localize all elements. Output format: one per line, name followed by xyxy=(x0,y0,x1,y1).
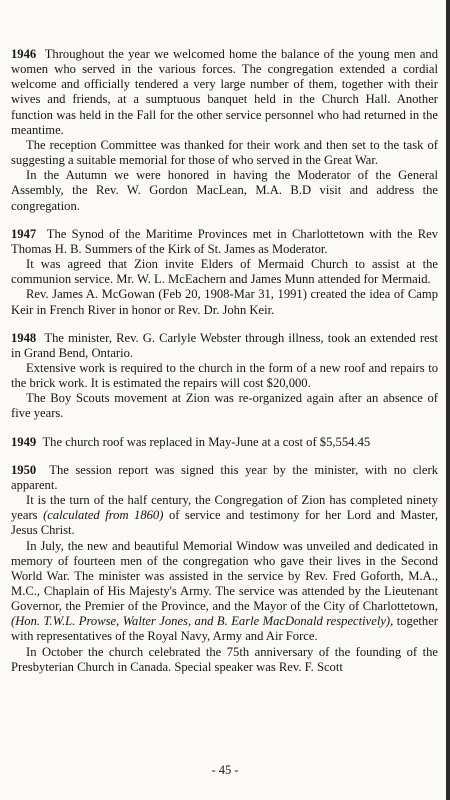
paragraph-text: In July, the new and beautiful Memorial Window was unveiled and dedicated in memory of fourteen men of the congregation who gave their lives in the Second World War. The minister was assisted in the service by Rev. Fred Goforth, M.A., M.C., Chaplain of His Majesty's Army. The service was attended by the Lieutenant Governor, the Premier of the Province, and the Mayor of the City of Charlottetown, xyxy=(11,538,438,614)
paragraph-1946-3: In the Autumn we were honored in having the Moderator of the General Assembly, the Rev. W. Gordon MacLean, M.A. B.D visit and address the congregation. xyxy=(11,168,438,213)
year-heading: 1947 xyxy=(11,226,37,241)
paragraph-text: Throughout the year we welcomed home the balance of the young men and women who served in the various forces. The congregation extended a cordial welcome and officially tendered a very large number of them, together with their wives and friends, at a sumptuous banquet held in the Church Hall. Another function was held in the Fall for the other service personnel who had returned in the meantime. xyxy=(11,47,439,137)
paragraph-1947-1 xyxy=(11,227,438,257)
year-heading: 1950 xyxy=(11,462,37,477)
paragraph-1950-4: In October the church celebrated the 75th anniversary of the founding of the Presbyterian Church in Canada. Special speaker was Rev. F. Scott xyxy=(11,644,438,674)
paragraph-1947-2: It was agreed that Zion invite Elders of Mermaid Church to assist at the communion service. Mr. W. L. McEachern and James Munn attended for Mermaid. xyxy=(11,257,438,287)
paragraph-text: of service and testimony for her Lord and Master, Jesus Christ. xyxy=(11,508,438,538)
year-heading: 1946 xyxy=(11,47,37,61)
italic-note: (calculated from 1860) xyxy=(43,508,164,523)
paragraph-1950-3 xyxy=(11,539,438,645)
paragraph-1948-3: The Boy Scouts movement at Zion was re-organized again after an absence of five years. xyxy=(11,391,438,421)
page-body xyxy=(11,47,438,675)
paragraph-text: The session report was signed this year by the minister, with no clerk apparent. xyxy=(11,462,439,492)
paragraph-1947-3: Rev. James A. McGowan (Feb 20, 1908-Mar 31, 1991) created the idea of Camp Keir in French River in honor or Rev. Dr. John Keir. xyxy=(11,287,438,317)
paragraph-text: The Synod of the Maritime Provinces met in Charlottetown with the Rev Thomas H. B. Summers of the Kirk of St. James as Moderator. xyxy=(11,226,438,256)
paragraph-1948-2: Extensive work is required to the church in the form of a new roof and repairs to the brick work. It is estimated the repairs will cost $20,000. xyxy=(11,360,438,391)
page-number: - 45 - xyxy=(211,763,239,777)
paragraph-text: It is the turn of the half century, the Congregation of Zion has completed ninety years xyxy=(11,493,438,523)
paragraph-1946-2: The reception Committee was thanked for their work and then set to the task of suggesting a suitable memorial for those of who served in the Great War. xyxy=(11,137,438,168)
paragraph-text: The minister, Rev. G. Carlyle Webster through illness, took an extended rest in Grand Bend, Ontario. xyxy=(11,330,438,360)
paragraph-1946-1 xyxy=(11,47,438,138)
italic-note: (Hon. T.W.L. Prowse, Walter Jones, and B. Earle MacDonald respectively), xyxy=(11,614,394,629)
year-heading: 1949 xyxy=(11,434,37,449)
paragraph-text: together with representatives of the Royal Navy, Army and Air Force. xyxy=(11,614,438,644)
paragraph-1950-1 xyxy=(11,463,438,493)
paragraph-text: The church roof was replaced in May-June at a cost of $5,554.45 xyxy=(42,434,371,449)
paragraph-1950-2 xyxy=(11,493,438,538)
year-heading: 1948 xyxy=(11,330,37,345)
paragraph-1949-1 xyxy=(11,435,438,450)
paragraph-1948-1 xyxy=(11,331,438,361)
